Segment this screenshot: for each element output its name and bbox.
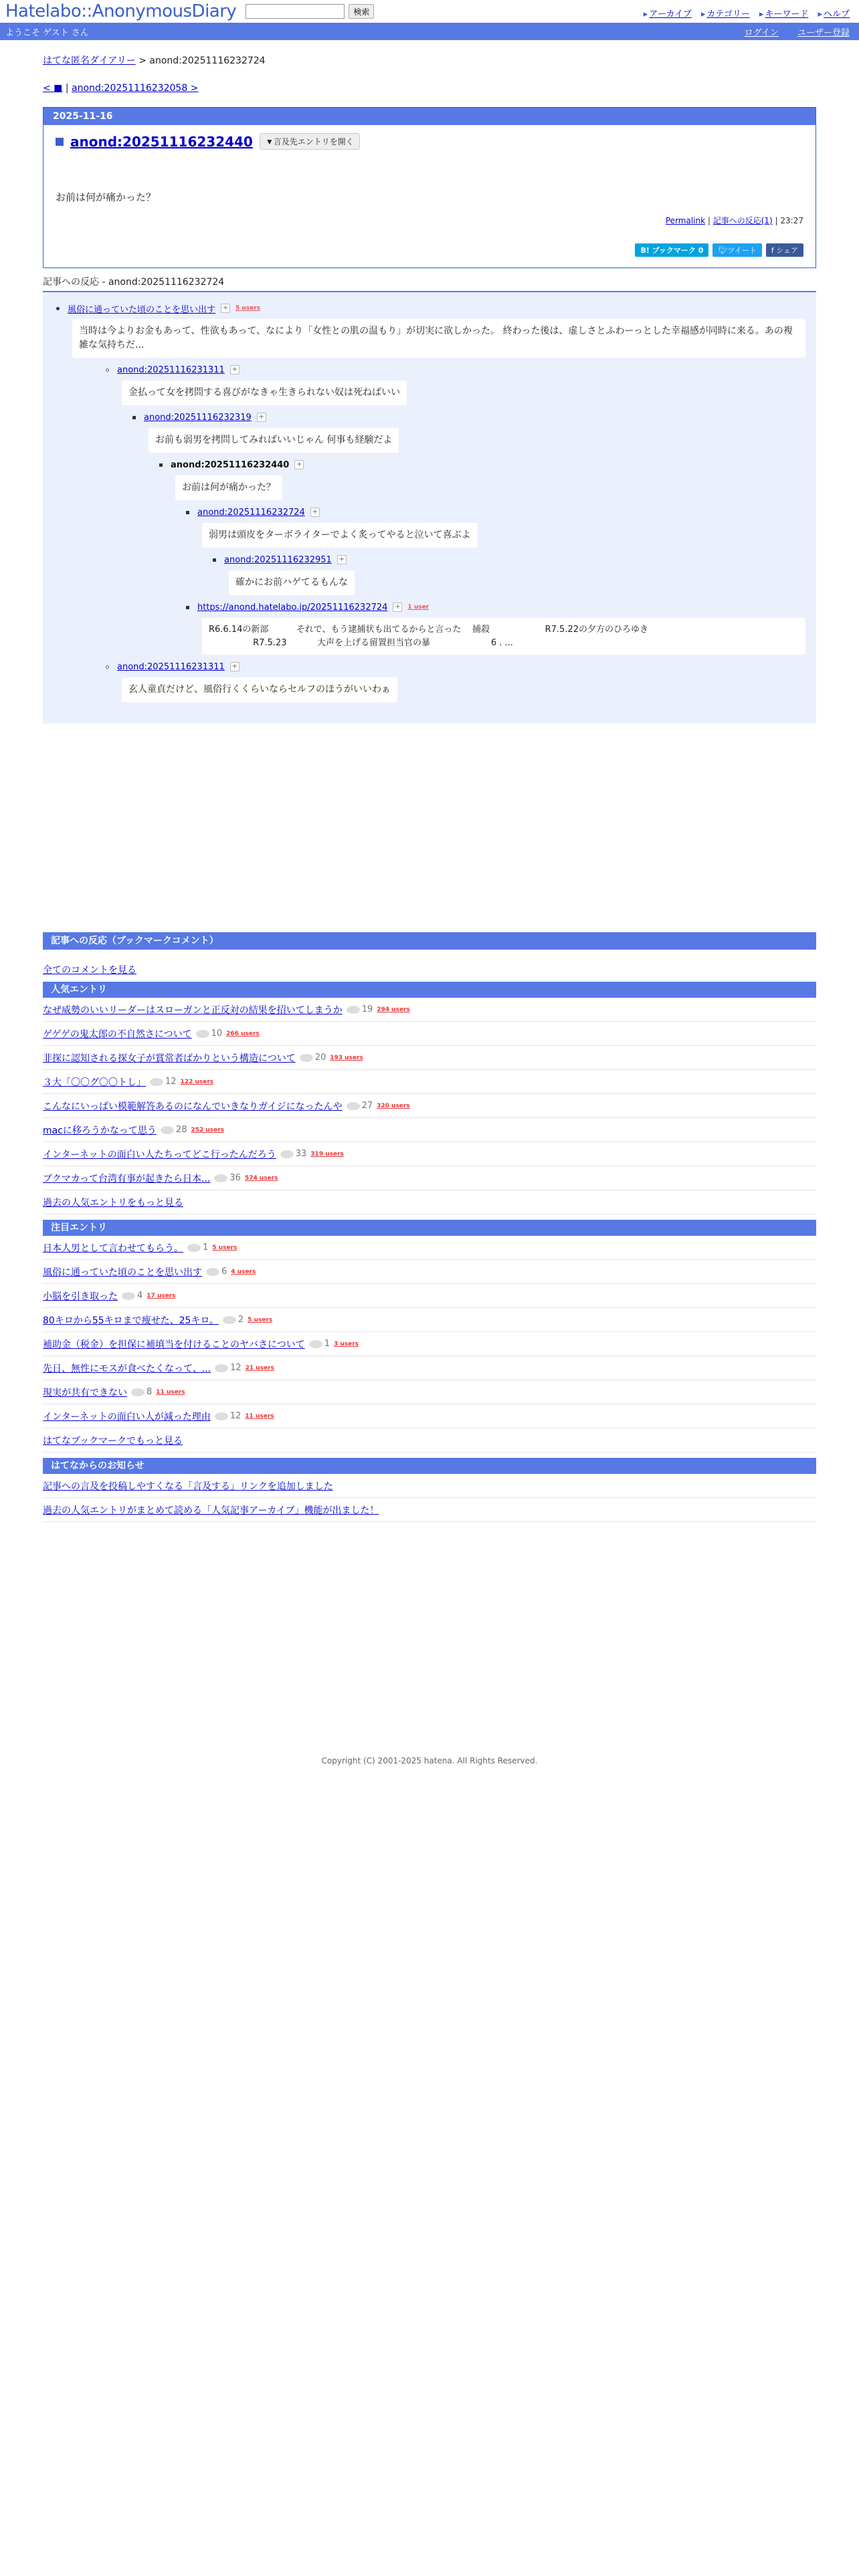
bookmark-users[interactable]: 320 users [377,1102,410,1109]
entry-footer: Permalink | 記事への反応(1) | 23:27 [665,216,803,225]
bookmark-users[interactable]: 5 users [235,305,261,312]
reaction-text: お前は何が痛かった？ [175,475,282,500]
site-logo[interactable]: Hatelabo::AnonymousDiary [5,1,237,21]
search-form [246,4,374,19]
bookmark-users[interactable]: 17 users [147,1292,176,1299]
featured-more-link[interactable]: はてなブックマークでもっと見る [43,1435,183,1446]
welcome-text: ようこそ ゲスト さん [5,27,89,38]
share-buttons [56,243,803,257]
comment-bubble-icon [150,1078,163,1086]
comment-count[interactable] [215,1363,242,1373]
comment-count-value: 20 [314,1053,326,1063]
comment-bubble-icon [347,1102,360,1110]
bullet-icon [186,606,189,609]
entry-row [43,1260,816,1284]
entry-link[interactable]: macに移ろうかなって思う [43,1125,157,1136]
bookmark-users[interactable]: 5 users [212,1244,237,1251]
bullet-icon [186,511,189,514]
reaction-node-head [106,660,809,673]
toggle-button[interactable]: + [337,555,347,564]
entry-body [43,125,816,267]
entry-title-row [56,133,803,150]
reaction-node [106,660,809,708]
reaction-node-head [213,553,809,566]
comment-count[interactable] [131,1387,152,1397]
entry-link[interactable]: ３大「〇〇グ〇〇トし」 [43,1077,146,1088]
toggle-button[interactable]: + [221,304,230,313]
reaction-title[interactable]: anond:20251116232951 [224,554,332,565]
facebook-share-label: シェア [776,246,798,255]
notice-row [43,1498,816,1522]
entry-title[interactable]: anond:20251116232440 [70,133,253,150]
bookmark-users[interactable]: 21 users [245,1364,274,1372]
comment-count[interactable] [187,1243,208,1253]
reaction-node [106,363,809,411]
tweet-label: ツイート [727,246,757,255]
toggle-button[interactable]: + [294,460,304,469]
entry-link[interactable]: なぜ威勢のいいリーダーはスローガンと正反対の結果を招いてしまうか [43,1004,343,1016]
bookmark-users[interactable]: 5 users [248,1316,273,1323]
comment-count[interactable] [122,1291,142,1301]
comment-count-value: 10 [211,1029,223,1039]
bullet-icon [159,463,163,467]
notice-row [43,1474,816,1498]
comment-bubble-icon [214,1174,227,1182]
top-menu [644,7,850,19]
reactions-heading: 記事への反応 - anond:20251116232724 [43,275,816,292]
featured-entries-heading: 注目エントリ [43,1220,816,1236]
reaction-title[interactable]: anond:20251116231311 [117,661,225,672]
reaction-text: お前も弱男を拷問してみればいいじゃん 何事も経験だよ [149,428,399,453]
reaction-node [132,411,809,458]
facebook-share-button[interactable] [766,243,803,257]
prev-next-nav [43,83,816,94]
all-comments-link[interactable]: 全てのコメントを見る [43,965,136,976]
entry-link[interactable]: 80キロから55キロまで痩せた、25キロ。 [43,1315,219,1326]
next-entry-link[interactable]: anond:20251116232058 > [72,83,199,94]
comment-count[interactable] [347,1101,373,1111]
menu-category[interactable]: ▸ カテゴリー [701,7,750,19]
comment-bubble-icon [223,1316,236,1324]
entry-row [43,1284,816,1308]
comment-count[interactable] [347,1004,373,1014]
notice-link[interactable]: 記事への言及を投稿しやすくなる「言及する」リンクを追加しました [43,1481,333,1492]
entry-row [43,1356,816,1380]
comment-count-value: 1 [203,1243,209,1253]
register-link[interactable]: ユーザー登録 [797,27,850,38]
bookmark-users[interactable]: 294 users [377,1006,410,1013]
bookmark-users[interactable]: 319 users [310,1150,344,1158]
bullet-icon [132,416,136,419]
entry-row [43,1094,816,1118]
permalink[interactable]: Permalink [665,216,706,225]
popular-more-link[interactable]: 過去の人気エントリをもっと見る [43,1197,183,1208]
entry-time: 23:27 [780,216,803,225]
entry-link[interactable]: 補助金（税金）を担保に補填当を付けることのヤバさについて [43,1339,305,1350]
popular-entries-list [43,998,816,1190]
main-content [43,53,816,1765]
reaction-title[interactable]: anond:20251116232724 [197,507,305,518]
breadcrumb [43,53,816,67]
menu-archive[interactable]: ▸ アーカイブ [644,7,692,19]
entry-link[interactable]: ブクマカって台湾有事が起きたら日本... [43,1173,211,1184]
reaction-text: 弱男は頭皮をターボライターでよく炙ってやると泣いて喜ぶよ [202,523,478,548]
bookmark-users[interactable]: 11 users [156,1388,185,1396]
comment-bubble-icon [300,1054,313,1062]
entry-row [43,1070,816,1094]
entry-row [43,1332,816,1356]
bookmark-users[interactable]: 122 users [180,1078,214,1085]
reaction-node-head [106,363,809,377]
reaction-title-current: anond:20251116232440 [171,459,290,470]
comment-count-value: 27 [361,1101,373,1111]
comment-bubble-icon [161,1126,174,1134]
tweet-button[interactable] [712,243,761,257]
bookmark-users[interactable]: 1 user [407,604,430,611]
entry-row [43,1046,816,1070]
reaction-node-head [159,458,809,471]
reaction-text: 当時は今よりお金もあって、性欲もあって、なにより「女性との肌の温もり」が切実に欲しかった。 終わった後は、虚しさとふわーっとした幸福感が同時に来る。あの複雑な気持ちだ... [72,319,805,358]
reaction-node [186,506,809,553]
entry-row [43,1236,816,1260]
comment-count-value: 12 [230,1363,242,1373]
reaction-text: R6.6.14の新部 それで、もう逮捕状も出てるからと言った 捕殺 R7.5.22の夕方のひろゆき R7.5.23 大声を上げる留置担当官の暴 6 . ... [202,618,805,655]
entry-link[interactable]: ゲゲゲの鬼太郎の不自然さについて [43,1029,192,1040]
reaction-node-head [186,601,809,614]
entry-link[interactable]: インターネットの面白い人たちってどこ行ったんだろう [43,1149,276,1160]
entry-row [43,1166,816,1190]
reaction-node-current [159,458,809,506]
menu-help[interactable]: ▸ ヘルプ [818,7,850,19]
comment-bubble-icon [131,1388,145,1396]
breadcrumb-separator: > [135,56,150,66]
comment-count[interactable] [300,1053,326,1063]
popular-more-row [43,1190,816,1214]
bullet-icon [213,558,216,562]
comment-count[interactable] [215,1411,242,1421]
menu-keyword[interactable]: ▸ キーワード [759,7,809,19]
comment-count[interactable] [150,1077,177,1087]
comment-count-value: 12 [229,1411,242,1421]
entry-link[interactable]: 日本人男として言わせてもらう。 [43,1243,183,1254]
comment-count-value: 6 [221,1267,227,1277]
site-header [0,0,859,23]
entry-row [43,1404,816,1428]
comment-bubble-icon [187,1244,201,1252]
bullet-icon [106,665,109,669]
comment-count[interactable] [214,1173,241,1183]
reaction-title[interactable]: https://anond.hatelabo.jp/20251116232724 [197,602,388,613]
open-referenced-entry-button[interactable]: ▼言及先エントリを開く [260,133,360,150]
reactions-tree [43,292,816,724]
reaction-node [213,553,809,601]
comment-count-value: 19 [361,1004,373,1014]
reaction-title[interactable]: anond:20251116232319 [144,412,252,423]
reaction-node [56,302,809,358]
entry-row [43,1022,816,1046]
comment-count[interactable] [280,1149,307,1159]
search-input[interactable] [246,4,345,19]
comment-count-value: 33 [295,1149,307,1159]
toggle-button[interactable]: + [257,413,266,422]
entry-date: 2025-11-16 [43,108,816,125]
comment-count-value: 4 [137,1291,143,1301]
toggle-button[interactable]: + [230,662,240,671]
comment-bubble-icon [215,1412,228,1420]
toggle-button[interactable]: + [393,603,402,612]
footer-copyright: Copyright (C) 2001-2025 hatena. All Rights Reserved. [321,1756,538,1765]
prevnext-separator: | [62,83,72,94]
bookmark-users[interactable]: 3 users [334,1340,359,1348]
bookmark-users[interactable]: 266 users [226,1030,260,1037]
toggle-button[interactable]: + [310,508,320,517]
popular-entries-heading: 人気エントリ [43,982,816,998]
comment-bubble-icon [280,1150,294,1158]
all-comments-row [43,963,816,976]
bullet-icon [56,307,60,310]
entry-link[interactable]: 小脳を引き取った [43,1291,118,1302]
comment-count-value: 36 [229,1173,241,1183]
prev-entry-link[interactable]: < ■ [43,83,63,94]
entry-box [43,107,816,268]
reaction-node-head [132,411,809,424]
login-link[interactable]: ログイン [744,27,779,38]
comment-count[interactable] [206,1267,227,1277]
entry-row [43,998,816,1022]
bookmark-users[interactable]: 574 users [244,1174,278,1182]
reaction-text: 金払って女を拷問する喜びがなきゃ生きられない奴は死ねばいい [122,381,407,405]
comment-count-value: 28 [175,1125,187,1135]
user-bar [0,23,859,40]
toggle-button[interactable]: + [230,365,240,374]
entry-text: お前は何が痛かった？ [56,191,157,203]
reaction-title[interactable]: 風俗に通っていた頃のことを思い出す [68,304,216,315]
comment-count[interactable] [309,1339,330,1349]
bookmark-comments-heading: 記事への反応（ブックマークコメント） [43,932,816,950]
comment-bubble-icon [309,1340,322,1348]
featured-entries-list [43,1236,816,1428]
comment-bubble-icon [347,1006,360,1014]
bookmark-users[interactable]: 193 users [330,1054,363,1061]
entry-link[interactable]: こんなにいっぱい模範解答あるのになんでいきなりガイジになったんや [43,1101,343,1112]
bookmark-users[interactable]: 4 users [231,1268,256,1275]
comment-bubble-icon [215,1364,228,1372]
comment-count-value: 12 [165,1077,177,1087]
comment-count-value: 1 [324,1339,330,1349]
comment-bubble-icon [196,1030,209,1038]
bookmark-users[interactable]: 252 users [191,1126,225,1134]
comment-count[interactable] [196,1029,223,1039]
entry-link[interactable]: インターネットの面白い人が減った理由 [43,1411,211,1422]
comment-count[interactable] [161,1125,187,1135]
reaction-node [186,601,809,655]
comment-count-value: 2 [237,1315,244,1325]
reaction-node-head [186,506,809,519]
comment-count-value: 8 [147,1387,153,1397]
entry-link[interactable]: 風俗に通っていた頃のことを思い出す [43,1267,202,1278]
entry-row [43,1308,816,1332]
reactions-link[interactable]: 記事への反応(1) [712,216,773,225]
hatebu-button[interactable]: B! ブックマーク 0 [635,243,708,257]
reaction-node-head [56,302,809,315]
notices-heading: はてなからのお知らせ [43,1458,816,1474]
entry-link[interactable]: 非探に認知される探女子が賞常者ばかりという構造について [43,1053,296,1064]
breadcrumb-home[interactable]: はてな匿名ダイアリー [43,56,136,66]
reaction-title[interactable]: anond:20251116231311 [117,364,225,375]
search-button[interactable]: 検索 [349,4,374,19]
breadcrumb-current: anond:20251116232724 [149,56,266,66]
entry-row [43,1118,816,1142]
comment-count[interactable] [223,1315,244,1325]
twitter-bird-icon: 🐦︎ [718,245,728,255]
square-icon [56,138,64,146]
entry-row [43,1142,816,1166]
entry-row [43,1380,816,1404]
reaction-text: 玄人童貞だけど、風俗行くくらいならセルフのほうがいいわぁ [122,677,397,702]
comment-bubble-icon [206,1268,219,1276]
facebook-icon: f [771,245,777,255]
featured-more-row [43,1428,816,1453]
notice-link[interactable]: 過去の人気エントリがまとめて読める「人気記事アーカイブ」機能が出ました！ [43,1505,379,1516]
comment-bubble-icon [122,1292,135,1300]
entry-link[interactable]: 現実が共有できない [43,1387,127,1398]
bullet-icon [106,368,109,372]
reaction-text: 確かにお前ハゲてるもんな [229,570,355,595]
bookmark-users[interactable]: 11 users [245,1412,274,1420]
entry-link[interactable]: 先日、無性にモスが食べたくなって、... [43,1363,211,1374]
